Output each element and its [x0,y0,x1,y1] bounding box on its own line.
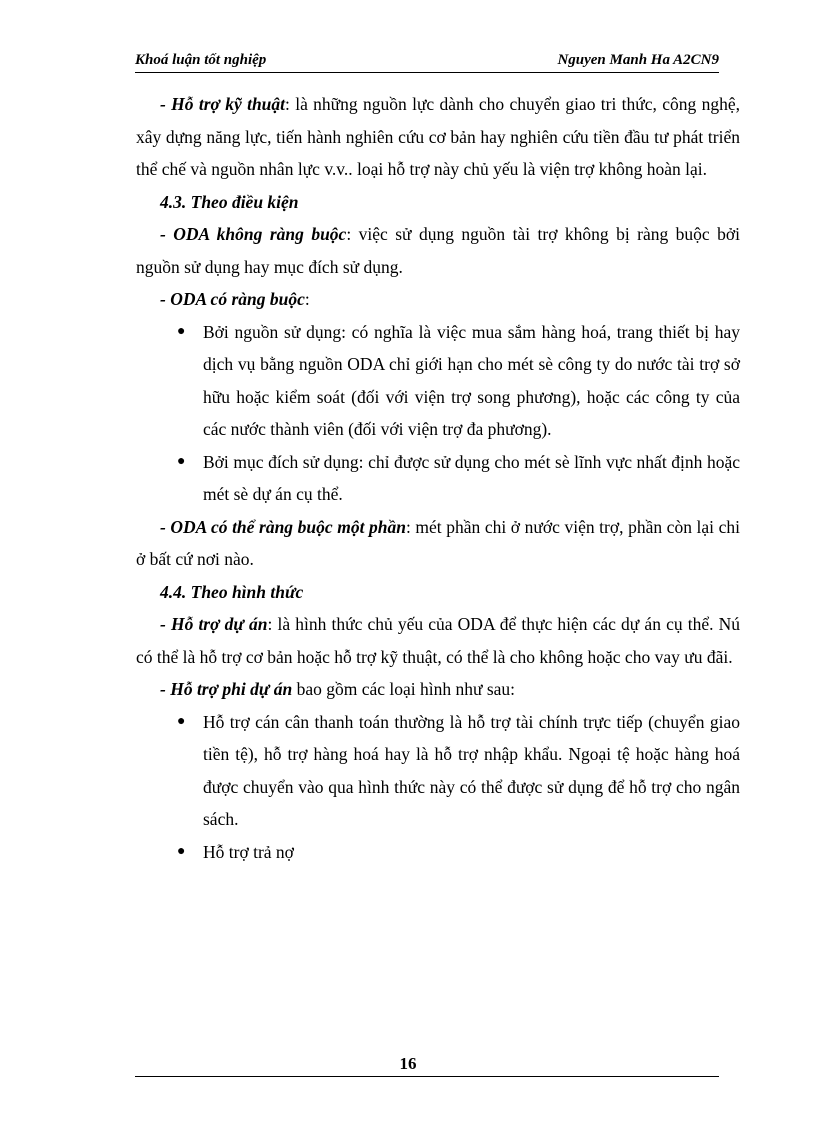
paragraph-oda-untied [136,218,740,283]
paragraph-technical-support [136,88,740,186]
term-oda-untied: - ODA không ràng buộc [160,224,347,244]
bullet-icon: ● [177,453,186,469]
paragraph-text: : [304,289,310,309]
list-item-text: Hỗ trợ trả nợ [203,841,294,862]
section-heading-4-4: 4.4. Theo hình thức [160,581,304,602]
term-oda-partially-tied: - ODA có thể ràng buộc một phần [160,516,406,537]
term-non-project-support: - Hỗ trợ phi dự án [160,679,293,699]
list-item-text: Bởi nguồn sử dụng: có nghĩa là việc mua sắm hàng hoá, trang thiết bị hay dịch vụ bằng nguồn ODA chỉ giới hạn cho mét sè công ty do nước tài trợ sở hữu hoặc kiểm soát (đối với viện trợ song phương), hoặc các công ty của các nước thành viên (đối với viện trợ đa phương). [203,321,740,439]
bullet-icon: ● [177,323,186,339]
paragraph-oda-partially-tied [136,511,740,576]
page-header [135,50,719,73]
bullet-icon: ● [177,713,186,729]
list-item [177,316,740,446]
paragraph-text: : là những nguồn lực dành cho chuyển giao tri thức, công nghệ, xây dựng năng lực, tiến hành nghiên cứu cơ bản hay nghiên cứu tiền đầu tư phát triển thể chế và nguồn nhân lực v.v.. loại hỗ trợ này chủ yếu là viện trợ không hoàn lại. [136,94,740,179]
paragraph-text: : là hình thức chủ yếu của ODA để thực hiện các dự án cụ thể. Nú có thể là hỗ trợ cơ bản hoặc hỗ trợ kỹ thuật, có thể là cho không hoặc cho vay ưu đãi. [136,614,740,667]
paragraph-project-support [136,608,740,673]
paragraph-text: : mét phần chi ở nước viện trợ, phần còn lại chi ở bất cứ nơi nào. [136,516,740,569]
term-project-support: - Hỗ trợ dự án [160,614,268,634]
bullet-list-non-project [136,706,740,869]
list-item [177,446,740,511]
paragraph-oda-tied [136,283,740,316]
header-left-title: Khoá luận tốt nghiệp [135,52,267,68]
footer-divider [135,1076,719,1077]
bullet-icon: ● [177,843,186,859]
paragraph-text: : việc sử dụng nguồn tài trợ không bị ràng buộc bởi nguồn sử dụng hay mục đích sử dụng. [136,224,740,277]
term-oda-tied: - ODA có ràng buộc [160,289,305,309]
section-heading-4-3: 4.3. Theo điều kiện [160,191,299,212]
header-author: Nguyen Manh Ha A2CN9 [557,52,719,68]
list-item [177,706,740,836]
list-item-text: Bởi mục đích sử dụng: chỉ được sử dụng cho mét sè lĩnh vực nhất định hoặc mét sè dự án cụ thể. [203,451,740,504]
document-body [136,88,740,868]
bullet-list-tied [136,316,740,511]
term-technical-support: - Hỗ trợ kỹ thuật [160,94,286,114]
page-number: 16 [399,1054,417,1073]
paragraph-non-project-support [136,673,740,706]
paragraph-text: bao gồm các loại hình như sau: [292,679,516,699]
list-item-text: Hỗ trợ cán cân thanh toán thường là hỗ trợ tài chính trực tiếp (chuyển giao tiền tệ), hỗ trợ hàng hoá hay là hỗ trợ nhập khẩu. Ngoại tệ hoặc hàng hoá được chuyển vào qua hình thức này có thể được sử dụng để hỗ trợ cho ngân sách. [203,711,740,829]
list-item [177,836,740,869]
